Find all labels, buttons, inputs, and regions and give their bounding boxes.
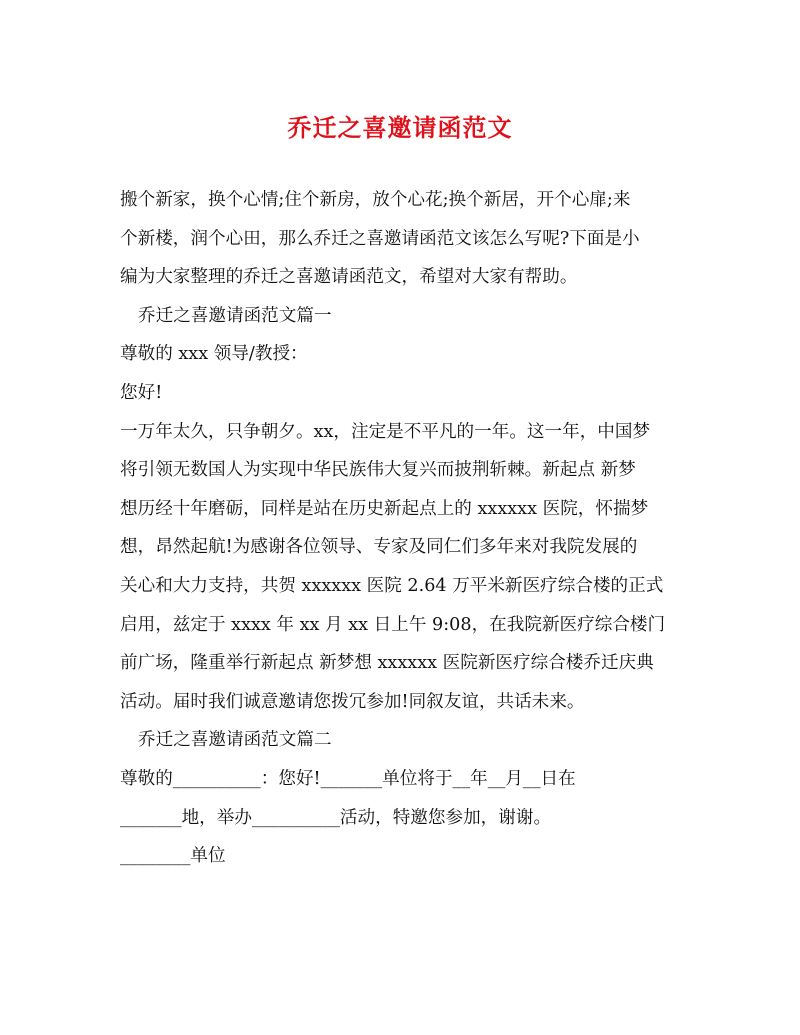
letter-line-7: 前广场，隆重举行新起点 新梦想 xxxxxx 医院新医疗综合楼乔迁庆典 <box>120 653 654 674</box>
template-line-1: 尊敬的__________：您好!_______单位将于__年__月__日在 <box>120 768 576 789</box>
template-line-3: ________单位 <box>120 846 226 867</box>
letter-line-4: 想，昂然起航!为感谢各位领导、专家及同仁们多年来对我院发展的 <box>120 537 638 558</box>
section-heading-2: 乔迁之喜邀请函范文篇二 <box>138 730 332 751</box>
intro-line-2: 个新楼，润个心田，那么乔迁之喜邀请函范文该怎么写呢?下面是小 <box>120 228 640 249</box>
intro-line-1: 搬个新家，换个心情;住个新房，放个心花;换个新居，开个心扉;来 <box>120 190 631 210</box>
letter-line-2: 将引领无数国人为实现中华民族伟大复兴而披荆斩棘。新起点 新梦 <box>120 460 636 481</box>
greeting-1: 您好! <box>120 382 163 403</box>
letter-line-8: 活动。届时我们诚意邀请您拨冗参加!同叙友谊，共话未来。 <box>120 691 585 712</box>
letter-line-1: 一万年太久，只争朝夕。xx，注定是不平凡的一年。这一年，中国梦 <box>120 421 651 442</box>
letter-line-3: 想历经十年磨砺，同样是站在历史新起点上的 xxxxxx 医院，怀揣梦 <box>120 498 649 519</box>
document-body <box>120 181 690 876</box>
letter-line-6: 启用，兹定于 xxxx 年 xx 月 xx 日上午 9:08，在我院新医疗综合楼门 <box>120 614 666 635</box>
section-heading-1: 乔迁之喜邀请函范文篇一 <box>138 305 332 326</box>
template-line-2: _______地，举办__________活动，特邀您参加，谢谢。 <box>120 807 552 828</box>
salutation-1: 尊敬的 xxx 领导/教授： <box>120 344 308 365</box>
letter-line-5: 关心和大力支持，共贺 xxxxxx 医院 2.64 万平米新医疗综合楼的正式 <box>120 575 664 596</box>
document-title: 乔迁之喜邀请函范文 <box>287 113 513 142</box>
intro-line-3: 编为大家整理的乔迁之喜邀请函范文，希望对大家有帮助。 <box>120 267 578 288</box>
